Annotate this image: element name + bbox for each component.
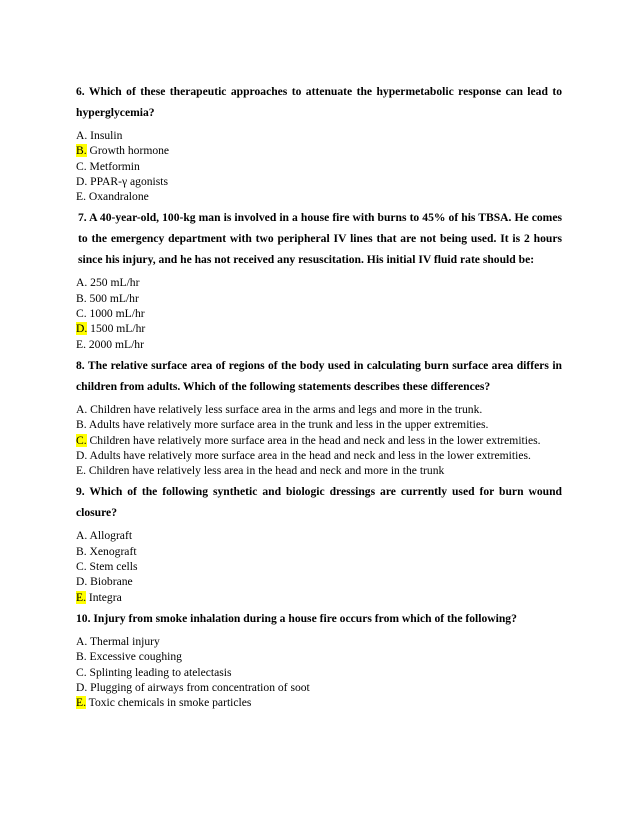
answer-option xyxy=(76,337,562,352)
option-letter: B. xyxy=(76,291,87,305)
question-text: 6. Which of these therapeutic approaches to attenuate the hypermetabolic response can lead to hyperglycemia? xyxy=(76,85,562,119)
option-letter: B. xyxy=(76,650,87,664)
option-text: Splinting leading to atelectasis xyxy=(86,665,232,679)
answer-option xyxy=(76,402,562,417)
option-text: 250 mL/hr xyxy=(87,276,140,290)
question-text: 9. Which of the following synthetic and biologic dressings are currently used for burn wound closure? xyxy=(76,485,562,520)
answer-option xyxy=(76,634,562,649)
option-text: 1000 mL/hr xyxy=(86,307,145,321)
option-text: Stem cells xyxy=(86,560,138,574)
option-letter: C. xyxy=(76,159,87,173)
highlighted-option-letter: B. xyxy=(76,144,87,158)
option-letter: B. xyxy=(76,418,87,432)
question-9 xyxy=(76,481,562,604)
answer-option xyxy=(76,291,562,306)
option-text: 500 mL/hr xyxy=(86,291,139,305)
option-letter: A. xyxy=(76,634,88,648)
option-text: Insulin xyxy=(87,129,123,142)
option-letter: B. xyxy=(76,544,87,558)
answer-option xyxy=(76,649,562,664)
option-letter: A. xyxy=(76,529,88,543)
option-text: Biobrane xyxy=(87,575,133,589)
answer-option xyxy=(76,433,562,448)
option-letter: D. xyxy=(76,448,88,462)
answer-option xyxy=(76,665,562,680)
answer-option xyxy=(76,559,562,574)
option-text: Plugging of airways from concentration of soot xyxy=(87,680,310,694)
option-letter: D. xyxy=(76,680,88,694)
highlighted-option-letter: E. xyxy=(76,590,86,604)
option-text: Oxandralone xyxy=(85,190,149,204)
option-text: Children have relatively more surface area in the head and neck and less in the lower extremities. xyxy=(86,433,541,447)
option-text: Thermal injury xyxy=(87,634,160,648)
option-text: Metformin xyxy=(86,159,140,173)
option-text: Growth hormone xyxy=(86,144,170,158)
question-10 xyxy=(76,608,562,710)
option-text: Toxic chemicals in smoke particles xyxy=(85,696,252,710)
answer-option xyxy=(76,159,562,174)
option-letter: D. xyxy=(76,575,88,589)
option-text: Xenograft xyxy=(86,544,137,558)
answer-option xyxy=(76,463,562,478)
answer-option xyxy=(76,695,562,710)
answer-options xyxy=(76,634,562,710)
option-text: PPAR-γ agonists xyxy=(87,174,169,188)
answer-option xyxy=(76,306,562,321)
option-letter: E. xyxy=(76,464,86,478)
answer-option xyxy=(76,448,562,463)
option-text: Integra xyxy=(85,590,122,604)
highlighted-option-letter: C. xyxy=(76,433,87,447)
answer-option xyxy=(76,590,562,605)
option-letter: C. xyxy=(76,665,87,679)
answer-option xyxy=(76,128,562,143)
answer-option xyxy=(76,275,562,290)
question-text: 8. The relative surface area of regions of the body used in calculating burn surface area differs in children from adults. Which of the following statements describes these differences? xyxy=(76,358,562,393)
answer-option xyxy=(76,189,562,204)
answer-options xyxy=(76,275,562,351)
option-text: Allograft xyxy=(87,529,133,543)
answer-options xyxy=(76,402,562,478)
answer-option xyxy=(76,574,562,589)
question-6 xyxy=(76,81,562,204)
answer-options xyxy=(76,128,562,204)
option-letter: D. xyxy=(76,174,88,188)
answer-option xyxy=(76,174,562,189)
option-letter: A. xyxy=(76,402,88,416)
option-letter: A. xyxy=(76,129,88,142)
option-letter: C. xyxy=(76,307,87,321)
option-text: Adults have relatively more surface area in the trunk and less in the upper extremities. xyxy=(86,418,489,432)
option-letter: A. xyxy=(76,276,88,290)
option-letter: C. xyxy=(76,560,87,574)
answer-option xyxy=(76,544,562,559)
question-text: 7. A 40-year-old, 100-kg man is involved in a house fire with burns to 45% of his TBSA. He comes to the emergency department with two peripheral IV lines that are not being used. It is 2 hours since his injury, and he has not received any resuscitation. His initial IV fluid rate should be: xyxy=(78,211,562,267)
option-text: Children have relatively less surface area in the arms and legs and more in the trunk. xyxy=(87,402,483,416)
option-letter: E. xyxy=(76,190,86,204)
document-page xyxy=(76,81,562,713)
question-text: 10. Injury from smoke inhalation during a house fire occurs from which of the following? xyxy=(76,611,517,625)
answer-option xyxy=(76,321,562,336)
option-text: 2000 mL/hr xyxy=(85,337,144,351)
highlighted-option-letter: D. xyxy=(76,322,88,336)
question-7 xyxy=(76,207,562,351)
option-letter: E. xyxy=(76,337,86,351)
question-8 xyxy=(76,355,562,478)
answer-option xyxy=(76,680,562,695)
option-text: 1500 mL/hr xyxy=(87,322,146,336)
answer-option xyxy=(76,143,562,158)
answer-options xyxy=(76,528,562,604)
answer-option xyxy=(76,528,562,543)
option-text: Children have relatively less area in the head and neck and more in the trunk xyxy=(85,464,445,478)
option-text: Adults have relatively more surface area in the head and neck and less in the lower extremities. xyxy=(87,448,531,462)
highlighted-option-letter: E. xyxy=(76,696,86,710)
answer-option xyxy=(76,417,562,432)
option-text: Excessive coughing xyxy=(86,650,182,664)
